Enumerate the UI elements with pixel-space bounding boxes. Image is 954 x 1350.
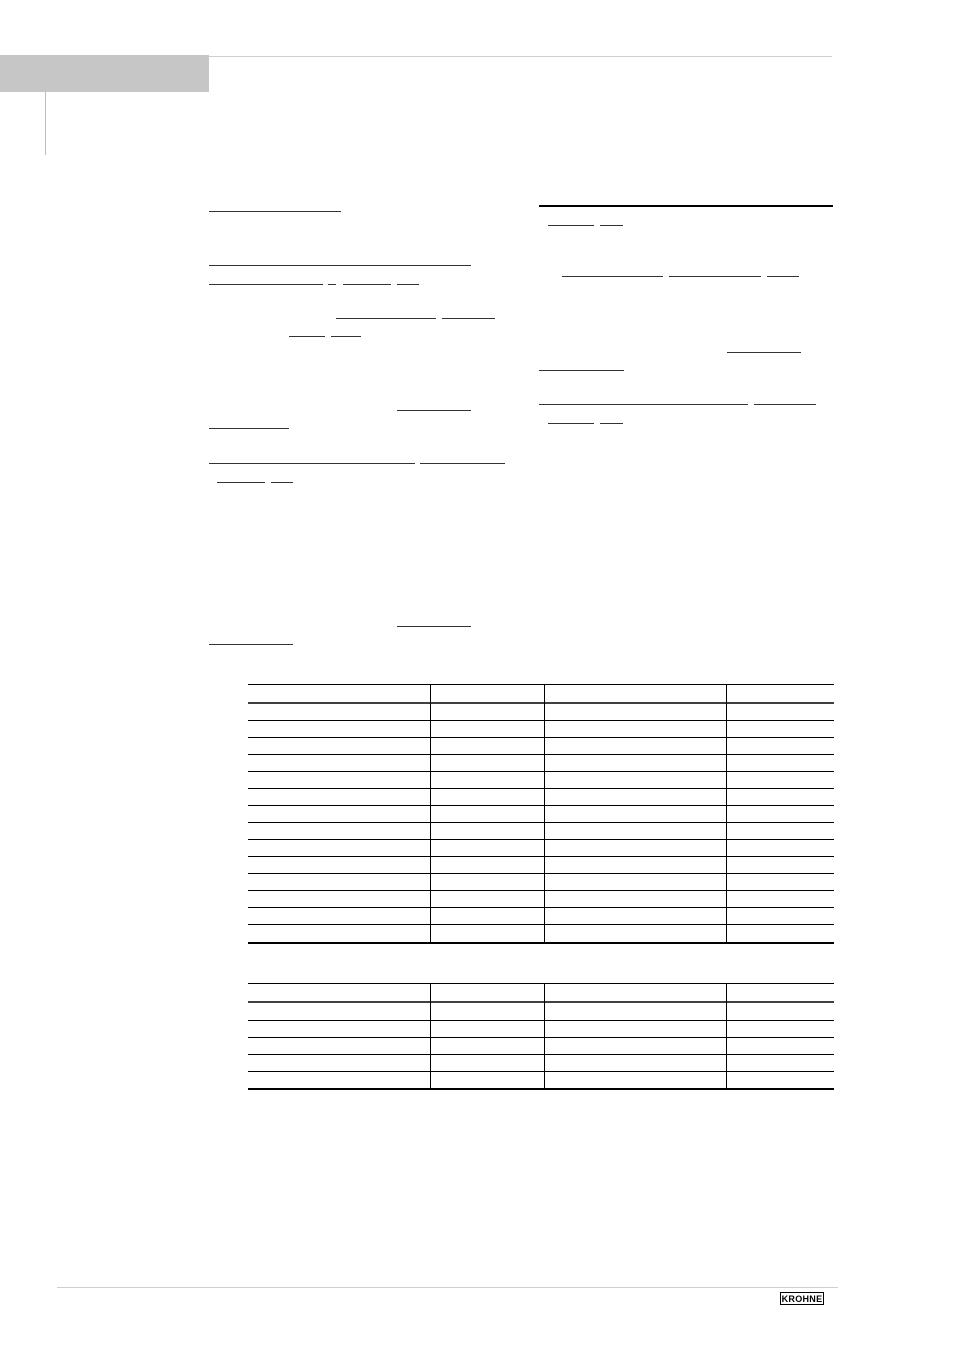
table-2 xyxy=(248,983,834,1089)
table-1 xyxy=(248,684,834,943)
krohne-logo xyxy=(780,1292,824,1305)
brand-logo-text: KROHNE xyxy=(781,1293,823,1304)
